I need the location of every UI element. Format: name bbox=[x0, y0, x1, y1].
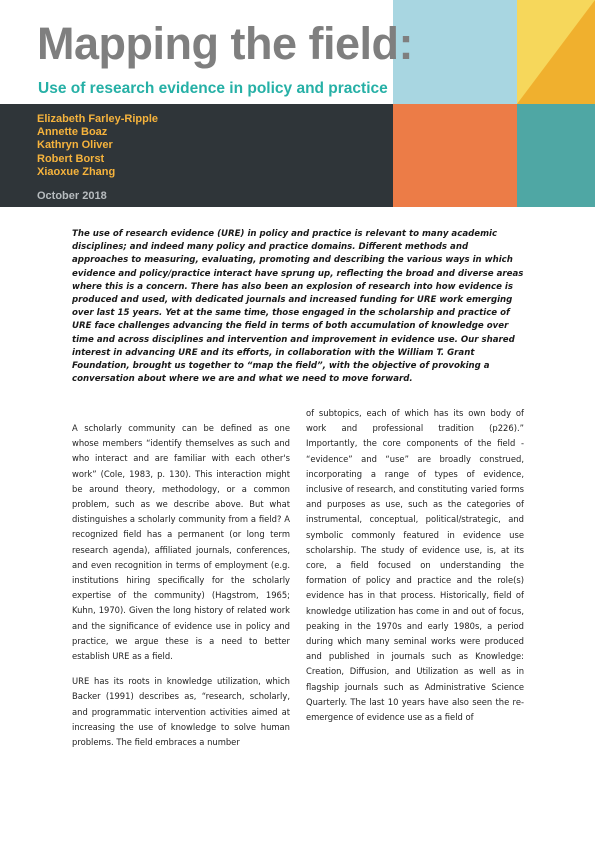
author-name: Robert Borst bbox=[37, 152, 105, 165]
abstract-text: The use of research evidence (URE) in policy and practice is relevant to many academic disciplines; and indeed many policy and practice domains. Different methods and approaches to measuring, evaluating, promoting and describing the various ways in which evidence and policy/practice interact have sprung up, reflecting the broad and diverse areas where this is a concern. There has also been an explosion of research into how evidence is produced and used, with dedicated journals and increased funding for URE work emerging over last 15 years. Yet at the same time, those engaged in the scholarship and practice of URE face challenges advancing the field in terms of both accumulation of knowledge over time and across disciplines and intervention and improvement in evidence use. Our shared interest in advancing URE and its efforts, in collaboration with the William T. Grant Foundation, brought us together to “map the field”, with the objective of provoking a conversation about where we are and what we need to move forward. bbox=[72, 229, 524, 385]
body-column-right bbox=[306, 406, 524, 735]
decorative-block-orange bbox=[393, 104, 517, 207]
author-name: Elizabeth Farley-Ripple bbox=[37, 113, 159, 125]
author-name: Annette Boaz bbox=[37, 126, 108, 139]
author-name: Xiaoxue Zhang bbox=[37, 165, 116, 178]
body-paragraph: A scholarly community can be defined as one whose members “identify themselves as such and who interact and are familiar with each other's work” (Cole, 1983, p. 130). This interaction might be around theory, methodology, or a common problem, such as we describe above. But what distinguishes a scholarly community from a field? A recognized field has a permanent (or long term research agenda), affiliated journals, conferences, and even recognition in terms of employment (e.g. institutions hiring specifically for the scholarly expertise of the community) (Hagstrom, 1965; Kuhn, 1970). Given the long history of related work and the significance of evidence use in policy and practice, we argue these is a need to better establish URE as a field. bbox=[72, 423, 290, 662]
document-title: Mapping the field: bbox=[37, 18, 413, 69]
body-paragraph: of subtopics, each of which has its own body of work and professional tradition (p226).” Importantly, the core components of the field - “evidence” and “use” are broadly construed, incorporating a range of types of evidence, inclusive of research, and constituting varied forms and purposes as use, such as the categories of instrumental, conceptual, political/strategic, and symbolic commonly featured in evidence use scholarship. The study of evidence use, is, at its core, a field focused on understanding the formation of policy and practice and the role(s) evidence has in that process. Historically, field of knowledge utilization has come in and out of focus, peaking in the 1970s and early 1980s, a period during which many seminal works were produced and published in journals such as Knowledge: Creation, Diffusion, and Utilization as well as in flagship journals such as Administrative Science Quarterly. The last 10 years have also seen the re-emergence of evidence use as a field of bbox=[306, 408, 524, 723]
body-column-left bbox=[72, 421, 290, 760]
body-paragraph: URE has its roots in knowledge utilization, which Backer (1991) describes as, “research, scholarly, and programmatic intervention activities aimed at increasing the use of knowledge to solve human problems. The field embraces a number bbox=[72, 676, 290, 748]
decorative-block-teal bbox=[517, 104, 595, 207]
document-subtitle: Use of research evidence in policy and practice bbox=[38, 80, 388, 97]
publication-date: October 2018 bbox=[37, 190, 107, 202]
author-name: Kathryn Oliver bbox=[37, 139, 113, 152]
author-list bbox=[37, 113, 158, 179]
